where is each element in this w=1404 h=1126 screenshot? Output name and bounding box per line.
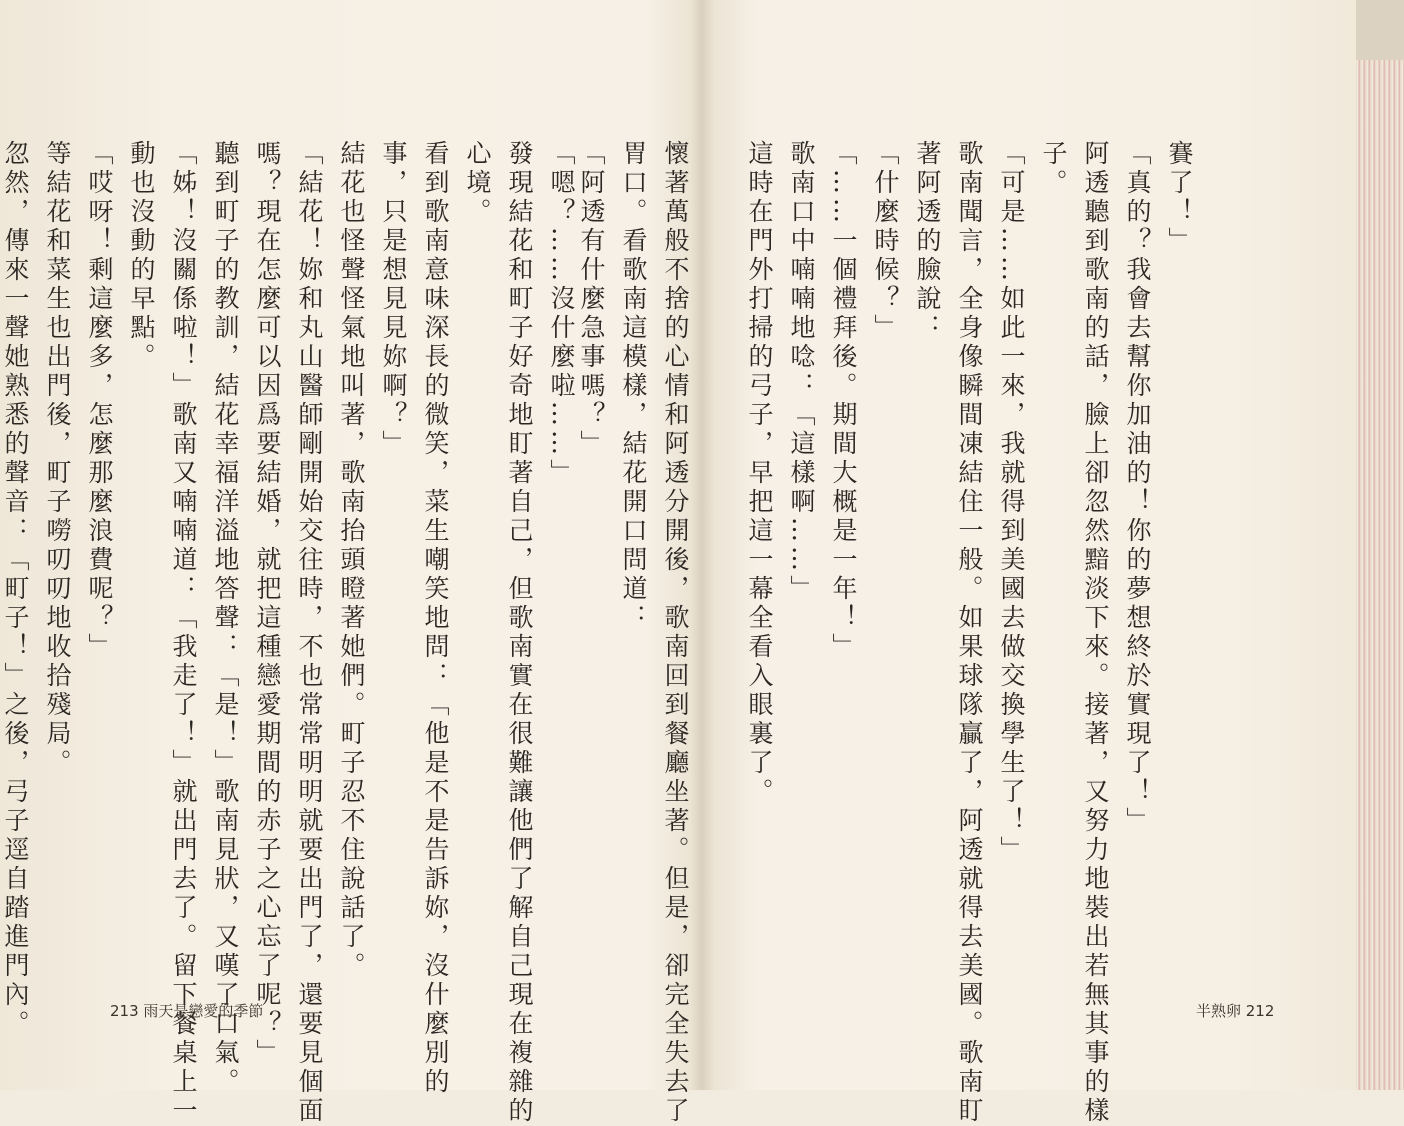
right-page-body <box>570 140 1200 1126</box>
left-paragraph: 「姊！沒關係啦！」歌南又喃喃道：「我走了！」就出門去了。留下餐桌上一 <box>169 140 198 1126</box>
right-paragraph: 賽了！」 <box>1165 140 1194 256</box>
section-break <box>696 140 738 980</box>
right-paragraph: 歌南口中喃喃地唸：「這樣啊……」 <box>787 140 816 604</box>
left-paragraph: 看到歌南意味深長的微笑，菜生嘲笑地問：「他是不是告訴妳，沒什麼別的 <box>421 140 450 1097</box>
right-paragraph: 「什麼時候？」 <box>871 140 900 343</box>
left-paragraph: 忽然，傳來一聲她熟悉的聲音：「町子！」之後，弓子逕自踏進門內。 <box>1 140 30 1039</box>
right-paragraph: 「……一個禮拜後。期間大概是一年！」 <box>829 140 858 662</box>
right-paragraph: 阿透聽到歌南的話，臉上卻忽然黯淡下來。接著，又努力地裝出若無其事的樣 <box>1081 140 1110 1126</box>
right-paragraph: 「阿透有什麼急事嗎？」 <box>577 140 606 459</box>
left-paragraph: 結花也怪聲怪氣地叫著，歌南抬頭瞪著她們。町子忍不住說話了。 <box>337 140 366 981</box>
left-paragraph: 「哎呀！剩這麼多，怎麼那麼浪費呢？」 <box>85 140 114 662</box>
right-paragraph: 這時在門外打掃的弓子，早把這一幕全看入眼裏了。 <box>745 140 774 807</box>
left-paragraph: 心境。 <box>463 140 492 227</box>
left-page-folio: 213 雨天是戀愛的季節 <box>110 1002 264 1020</box>
right-paragraph: 著阿透的臉說： <box>913 140 942 343</box>
right-paragraph: 子。 <box>1039 140 1068 198</box>
left-paragraph: 事，只是想見見妳啊？」 <box>379 140 408 459</box>
right-paragraph: 歌南聞言，全身像瞬間凍結住一般。如果球隊贏了，阿透就得去美國。歌南盯 <box>955 140 984 1126</box>
right-page-folio: 半熟卵 212 <box>1196 1002 1275 1020</box>
left-paragraph: 嗎？現在怎麼可以因爲要結婚，就把這種戀愛期間的赤子之心忘了呢？」 <box>253 140 282 1068</box>
right-paragraph: 胃口。看歌南這模樣，結花開口問道： <box>619 140 648 633</box>
left-paragraph: 等結花和菜生也出門後，町子嘮叨叨地收拾殘局。 <box>43 140 72 778</box>
left-paragraph: 聽到町子的教訓，結花幸福洋溢地答聲：「是！」歌南見狀，又嘆了口氣。 <box>211 140 240 1097</box>
right-paragraph: 懷著萬般不捨的心情和阿透分開後，歌南回到餐廳坐著。但是，卻完全失去了 <box>661 140 690 1126</box>
page-edges-top <box>1356 0 1404 60</box>
right-paragraph: 「可是……如此一來，我就得到美國去做交換學生了！」 <box>997 140 1026 865</box>
left-paragraph: 「嗯？……沒什麼啦……」 <box>547 140 576 488</box>
left-paragraph: 「結花！妳和丸山醫師剛開始交往時，不也常常明明就要出門了，還要見個面 <box>295 140 324 1126</box>
right-paragraph: 「真的？我會去幫你加油的！你的夢想終於實現了！」 <box>1123 140 1152 836</box>
left-paragraph: 動也沒動的早點。 <box>127 140 156 372</box>
page-edges <box>1356 0 1404 1090</box>
left-paragraph: 發現結花和町子好奇地盯著自己，但歌南實在很難讓他們了解自己現在複雜的 <box>505 140 534 1126</box>
